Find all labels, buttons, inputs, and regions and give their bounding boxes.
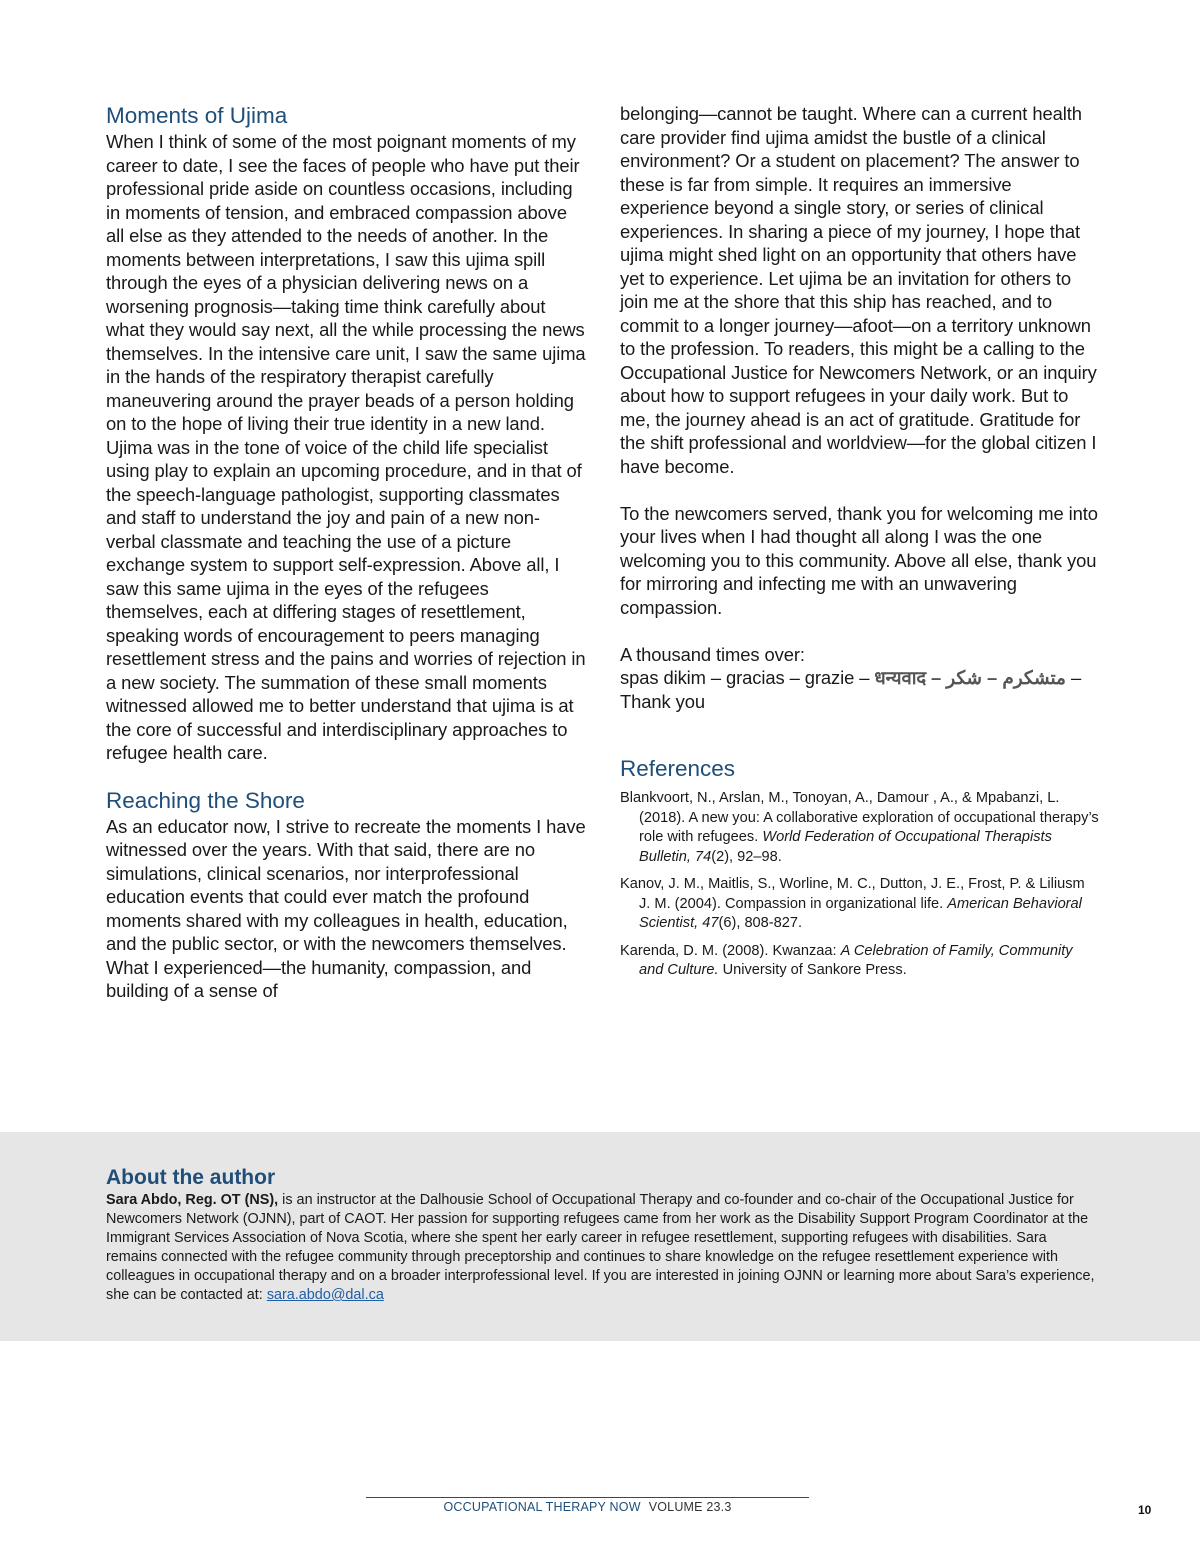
reference-item: Kanov, J. M., Maitlis, S., Worline, M. C., Dutton, J. E., Frost, P. & Liliusm J. M. (2004). Compassion in organizational life. American Behavioral Scientist, 47(6), 808-827. (620, 876, 1085, 931)
footer (366, 1500, 809, 1514)
footer-rule (366, 1497, 809, 1498)
left-column (106, 102, 588, 1003)
footer-volume: VOLUME 23.3 (648, 1500, 732, 1514)
right-column (620, 102, 1100, 981)
section-body-reaching-the-shore: As an educator now, I strive to recreate the moments I have witnessed over the years. With that said, there are no simulations, clinical scenarios, nor interprofessional education events that could ever match the profound moments shared with my colleagues in health, education, and the public sector, or with the newcomers themselves. What I experienced—the humanity, compassion, and building of a sense of (106, 815, 586, 1001)
author-name: Sara Abdo, Reg. OT (NS), (106, 1192, 279, 1208)
references-heading: References (620, 756, 736, 781)
author-email-link[interactable]: sara.abdo@dal.ca (266, 1287, 384, 1303)
reference-item: Blankvoort, N., Arslan, M., Tonoyan, A., Damour , A., & Mpabanzi, L. (2018). A new you: A collaborative exploration of occupational therapy’s role with refugees. World Federation of Occupational Therapists Bulletin, 74(2), 92–98. (620, 790, 1099, 865)
section-body-moments-of-ujima: When I think of some of the most poignant moments of my career to date, I see the faces of people who have put their professional pride aside on countless occasions, including in moments of tension, and embraced compassion above all else as they attended to the needs of another. In the moments between interpretations, I saw this ujima spill through the eyes of a physician delivering news on a worsening prognosis—taking time think carefully about what they would say next, all the while processing the news themselves. In the intensive care unit, I saw the same ujima in the hands of the respiratory therapist carefully maneuvering around the prayer beads of a person holding on to the hope of living their true identity in a new land. Ujima was in the tone of voice of the child life specialist using play to explain an upcoming procedure, and in that of the speech-language pathologist, supporting classmates and staff to understand the joy and pain of a new non-verbal classmate and teaching the use of a picture exchange system to support self-expression. Above all, I saw this same ujima in the eyes of the refugees themselves, each at differing stages of resettlement, speaking words of encouragement to peers managing resettlement stress and the pains and worries of rejection in a new society. The summation of these small moments witnessed allowed me to better understand that ujima is at the core of successful and interdisciplinary approaches to refugee health care. (106, 131, 586, 763)
thanks-line (620, 666, 1100, 713)
section-heading-moments-of-ujima: Moments of Ujima (106, 103, 288, 128)
section-heading-reaching-the-shore: Reaching the Shore (106, 787, 305, 813)
thanks-intro: A thousand times over: (620, 643, 805, 665)
author-bio-text: is an instructor at the Dalhousie School of Occupational Therapy and co-founder and co-chair of the Occupational Justice for Newcomers Network (OJNN), part of CAOT. Her passion for supporting refugees came from her work as the Disability Support Program Coordinator at the Immigrant Services Association of Nova Scotia, where she spent her early career in refugee resettlement, supporting refugees with disabilities. Sara remains connected with the refugee community through preceptorship and continues to share knowledge on the refugee resettlement experience with colleagues in occupational therapy and on a broader interprofessional level. If you are interested in joining OJNN or learning more about Sara’s experience, she can be contacted at: (106, 1192, 1095, 1303)
references-list (620, 789, 1100, 981)
author-heading: About the author (106, 1166, 276, 1189)
author-bio (106, 1191, 1096, 1305)
thanks-line-end: – Thank you (620, 667, 1082, 712)
reference-item: Karenda, D. M. (2008). Kwanzaa: A Celebration of Family, Community and Culture. University of Sankore Press. (620, 942, 1073, 978)
page-number: 10 (1138, 1503, 1152, 1517)
footer-publication: OCCUPATIONAL THERAPY NOW (443, 1500, 641, 1514)
paragraph-newcomers: To the newcomers served, thank you for welcoming me into your lives when I had thought all along I was the one welcoming you to this community. Above all else, thank you for mirroring and infecting me with an unwavering compassion. (620, 502, 1098, 618)
thanks-line-start: spas dikim – gracias – grazie – (620, 667, 875, 688)
author-content (106, 1165, 1096, 1305)
thanks-script: धन्यवाद – متشکرم – شکر (874, 667, 1066, 688)
about-the-author-box (0, 1132, 1200, 1341)
paragraph-gratitude: belonging—cannot be taught. Where can a current health care provider find ujima amidst the bustle of a clinical environment? Or a student on placement? The answer to these is far from simple. It requires an immersive experience beyond a single story, or series of clinical experiences. In sharing a piece of my journey, I hope that ujima might shed light on an opportunity that others have yet to experience. Let ujima be an invitation for others to join me at the shore that this ship has reached, and to commit to a longer journey—afoot—on a territory unknown to the profession. To readers, this might be a calling to the Occupational Justice for Newcomers Network, or an inquiry about how to support refugees in your daily work. But to me, the journey ahead is an act of gratitude. Gratitude for the shift professional and worldview—for the global citizen I have become. (620, 103, 1097, 477)
